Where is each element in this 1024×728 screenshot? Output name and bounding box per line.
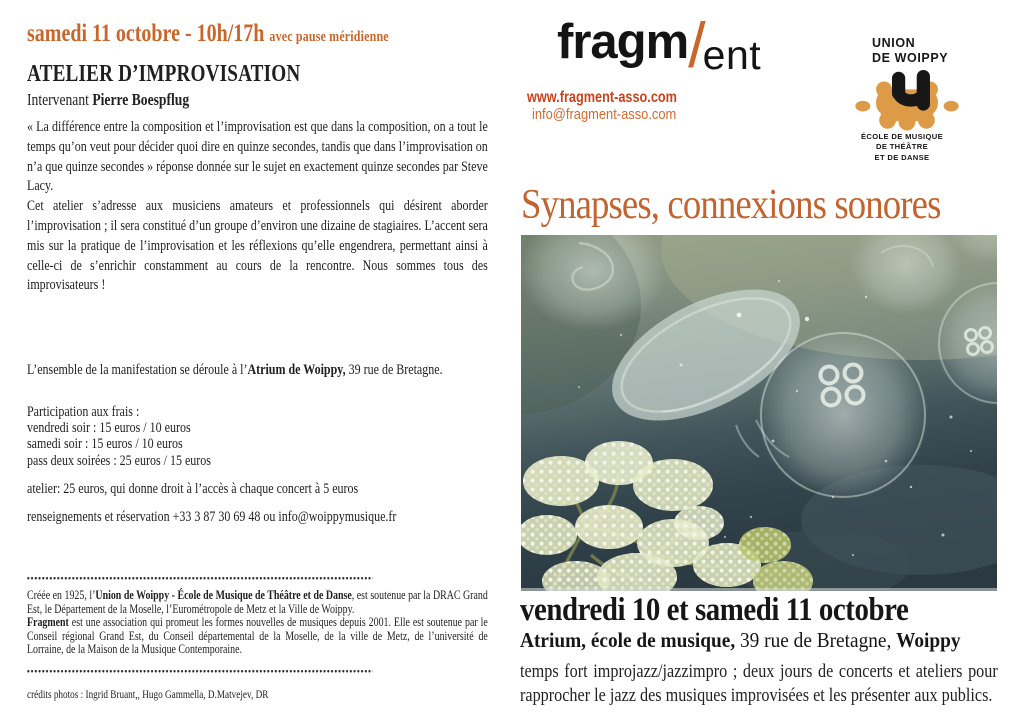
event-description: temps fort improjazz/jazzimpro ; deux jours de concerts et ateliers pour rapprocher le jazz des musiques improvisées et les présenter aux publics.	[520, 662, 998, 706]
workshop-title: ATELIER D’IMPROVISATION	[27, 61, 301, 87]
union-woippy-logo	[846, 36, 970, 163]
contact-line: renseignements et réservation +33 3 87 30 69 48 ou info@woippymusique.fr	[27, 509, 397, 525]
atelier-price-line: atelier: 25 euros, qui donne droit à l’accès à chaque concert à 5 euros	[27, 481, 359, 497]
venue-prefix: L’ensemble de la manifestation se déroule à l’	[27, 362, 248, 378]
venue-bold: Atrium de Woippy,	[247, 362, 346, 378]
photo-credits: crédits photos : Ingrid Bruant,, Hugo Gammella, D.Matvejev, DR	[27, 689, 269, 701]
quote-paragraph: « La différence entre la composition et l’improvisation est que dans la composition, on a tout le temps qu’on veut pour décider quoi dire en quinze secondes, tandis que dans l’improvisation on n’a que quinze secondes » réponse donnée sur le sujet en exactement quinze secondes par Steve Lacy.	[27, 119, 488, 195]
fragment-logo	[557, 11, 762, 81]
jellyfish-photo-art	[521, 235, 997, 591]
event-venue-bold1: Atrium, école de musique,	[520, 628, 736, 652]
fees-title: Participation aux frais :	[27, 404, 140, 420]
intervenant-line	[27, 90, 189, 110]
event-venue-line	[520, 628, 961, 653]
union-name-line1: UNION	[872, 36, 916, 50]
jellyfish-photo	[521, 235, 997, 591]
dotted-divider-bottom	[27, 669, 373, 674]
intervenant-label: Intervenant	[27, 90, 93, 109]
venue-suffix: 39 rue de Bretagne.	[345, 362, 443, 378]
workshop-date-suffix: avec pause méridienne	[269, 29, 389, 45]
workshop-date-text: samedi 11 octobre - 10h/17h	[27, 20, 265, 47]
event-date-heading: vendredi 10 et samedi 11 octobre	[520, 592, 909, 628]
union-name-line2: DE WOIPPY	[872, 50, 949, 65]
fragment-logo-bold: fragm	[557, 15, 689, 69]
fragment-logo-light: ent	[702, 32, 762, 78]
footnote-block	[27, 589, 488, 657]
footnote-p1-prefix: Créée en 1925, l’	[27, 588, 96, 602]
footnote-p2-suffix: est une association qui promeut les formes nouvelles de musiques depuis 2001. Elle est soutenue par le Conseil régional Grand Est, du Conseil départemental de la Moselle, de la ville de Metz, de l’université de Lorraine, de la Maison de la Musique Contemporaine.	[27, 615, 488, 657]
footnote-p1-suffix: , est soutenue par la DRAC Grand Est, le Département de la Moselle, l’Eurométropole de Metz et la Ville de Woippy.	[27, 588, 488, 616]
workshop-date-heading	[27, 20, 389, 48]
description-paragraph: Cet atelier s’adresse aux musiciens amateurs et professionnels qui désirent aborder l’improvisation ; il sera constitué d’un groupe d’environ une dizaine de stagiaires. L’accent sera mis sur la pratique de l’improvisation et les réflexions qu’elle engendrera, permettant ainsi à celle-ci de s’enrichir constamment au cours de la rencontre. Nous sommes tous des improvisateurs !	[27, 198, 488, 294]
union-sub-line1: ÉCOLE DE MUSIQUE	[861, 131, 943, 141]
fees-line-pass: pass deux soirées : 25 euros / 15 euros	[27, 452, 211, 469]
venue-line	[27, 362, 443, 379]
footnote-p2-bold: Fragment	[27, 615, 69, 630]
event-venue-address: 39 rue de Bretagne,	[735, 628, 897, 652]
union-sub-line2: DE THÉÂTRE	[875, 142, 929, 152]
fees-block	[27, 404, 211, 469]
union-logo-subtitle	[846, 132, 958, 164]
intervenant-name: Pierre Boespflug	[92, 90, 190, 109]
fragment-logo-slash: /	[688, 11, 706, 81]
fees-line-friday: vendredi soir : 15 euros / 10 euros	[27, 420, 191, 437]
fees-line-saturday: samedi soir : 15 euros / 10 euros	[27, 436, 183, 453]
event-title: Synapses, connexions sonores	[521, 182, 941, 228]
fragment-website: www.fragment-asso.com	[527, 89, 677, 106]
union-logo-mark-icon	[854, 68, 960, 132]
footnote-p1-bold: Union de Woippy - École de Musique de Théâtre et de Danse	[95, 588, 352, 602]
union-sub-line3: ET DE DANSE	[874, 152, 930, 162]
dotted-divider-top	[27, 576, 373, 581]
left-column	[27, 0, 491, 728]
workshop-paragraphs	[27, 118, 488, 296]
event-venue-bold2: Woippy	[896, 628, 961, 652]
fragment-email: info@fragment-asso.com	[532, 106, 677, 123]
union-logo-name	[846, 36, 970, 66]
